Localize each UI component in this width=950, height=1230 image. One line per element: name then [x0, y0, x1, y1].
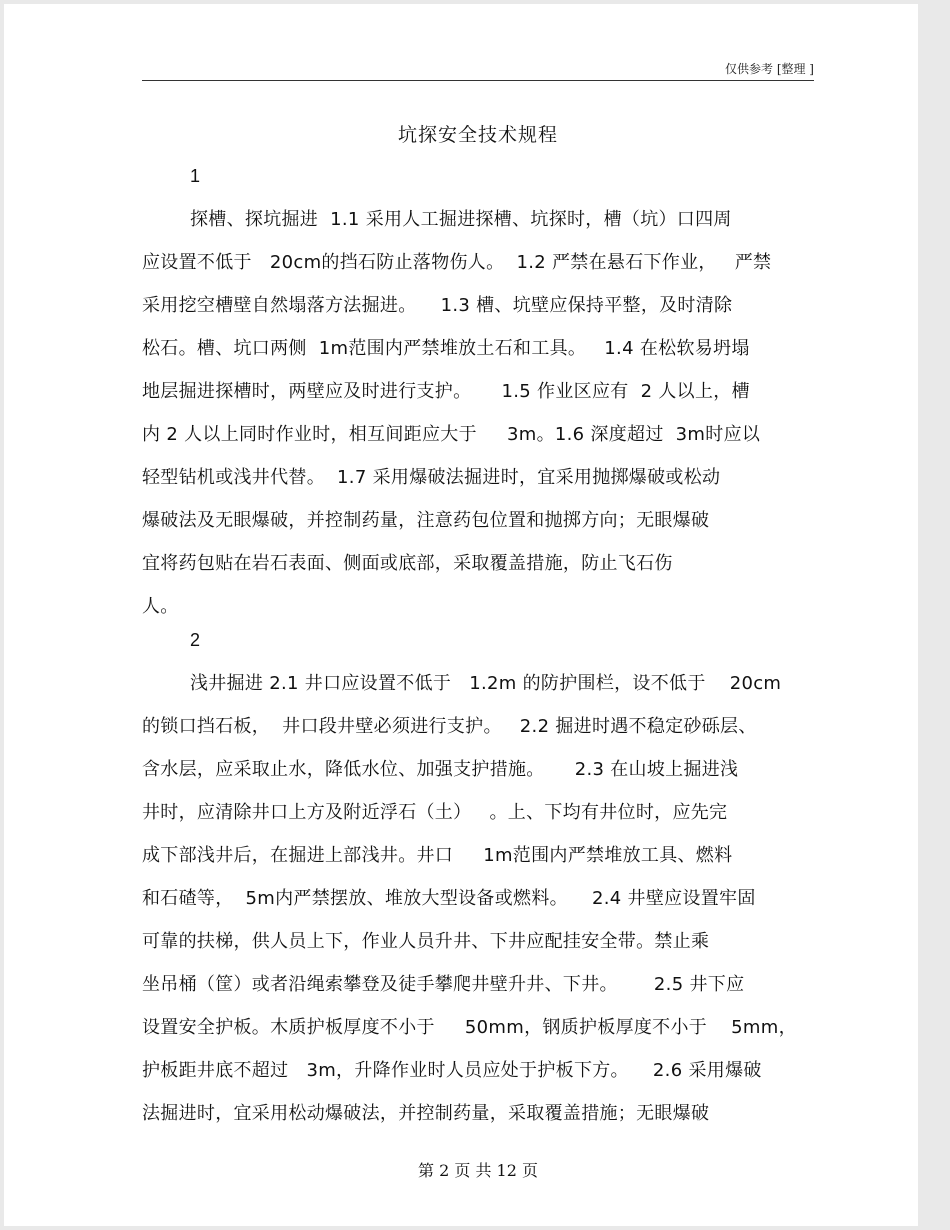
text-line: 含水层，应采取止水，降低水位、加强支护措施。 2.3 在山坡上掘进浅 [142, 759, 739, 780]
header-divider [142, 80, 814, 81]
text-line: 的锁口挡石板， 井口段井壁必须进行支护。 2.2 掘进时遇不稳定砂砾层、 [142, 716, 757, 737]
text-line: 地层掘进探槽时，两壁应及时进行支护。 1.5 作业区应有 2 人以上，槽 [142, 381, 750, 402]
text-line: 探槽、探坑掘进 1.1 采用人工掘进探槽、坑探时，槽（坑）口四周 [190, 209, 732, 230]
text-line: 内 2 人以上同时作业时，相互间距应大于 3m。1.6 深度超过 3m时应以 [142, 424, 761, 445]
text-line: 人。 [142, 596, 179, 617]
text-line: 井时，应清除井口上方及附近浮石（土） 。上、下均有井位时，应先完 [142, 802, 728, 823]
text-line: 松石。槽、坑口两侧 1m范围内严禁堆放土石和工具。 1.4 在松软易坍塌 [142, 338, 750, 359]
text-line: 设置安全护板。木质护板厚度不小于 50mm，钢质护板厚度不小于 5mm， [142, 1017, 797, 1038]
text-line: 护板距井底不超过 3m，升降作业时人员应处于护板下方。 2.6 采用爆破 [142, 1060, 762, 1081]
text-line: 坐吊桶（筐）或者沿绳索攀登及徒手攀爬井壁升井、下井。 2.5 井下应 [142, 974, 745, 995]
document-page [4, 4, 918, 1226]
section-number: 2 [190, 630, 201, 650]
text-line: 宜将药包贴在岩石表面、侧面或底部，采取覆盖措施，防止飞石伤 [142, 553, 673, 574]
page-number: 第 2 页 共 12 页 [418, 1161, 538, 1180]
text-line: 可靠的扶梯，供人员上下，作业人员升井、下井应配挂安全带。禁止乘 [142, 931, 710, 952]
section-number: 1 [190, 166, 201, 186]
text-line: 采用挖空槽壁自然塌落方法掘进。 1.3 槽、坑壁应保持平整，及时清除 [142, 295, 733, 316]
text-line: 轻型钻机或浅井代替。 1.7 采用爆破法掘进时，宜采用抛掷爆破或松动 [142, 467, 721, 488]
text-line: 和石碴等， 5m内严禁摆放、堆放大型设备或燃料。 2.4 井壁应设置牢固 [142, 888, 756, 909]
section-body [142, 662, 822, 1135]
text-line: 浅井掘进 2.1 井口应设置不低于 1.2m 的防护围栏，设不低于 20cm [190, 673, 782, 694]
document-title: 坑探安全技术规程 [397, 124, 558, 146]
text-line: 成下部浅井后，在掘进上部浅井。井口 1m范围内严禁堆放工具、燃料 [142, 845, 733, 866]
text-line: 应设置不低于 20cm的挡石防止落物伤人。 1.2 严禁在悬石下作业， 严禁 [142, 252, 772, 273]
header-note: 仅供参考 [整理 ] [725, 62, 814, 76]
section-body [142, 198, 822, 628]
text-line: 爆破法及无眼爆破，并控制药量，注意药包位置和抛掷方向；无眼爆破 [142, 510, 710, 531]
text-line: 法掘进时，宜采用松动爆破法，并控制药量，采取覆盖措施；无眼爆破 [142, 1103, 710, 1124]
